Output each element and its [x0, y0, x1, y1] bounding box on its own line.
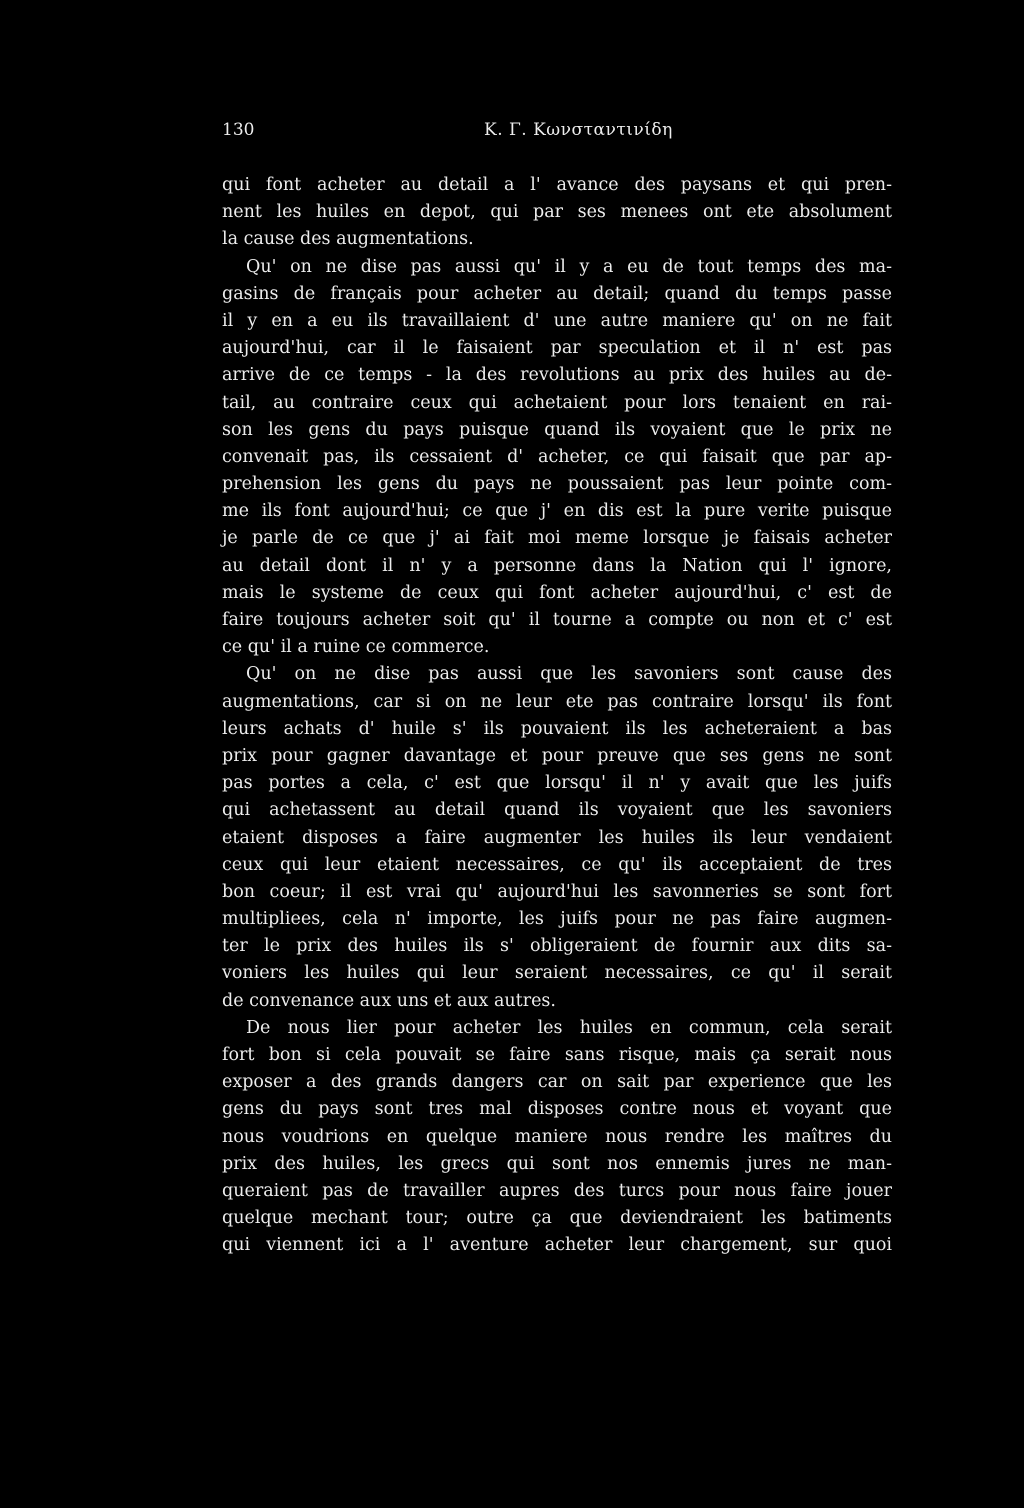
text-line: convenait pas, ils cessaient d' acheter, ce qui faisait que par ap- — [222, 446, 892, 467]
running-head: Κ. Γ. Κωνσταντινίδη — [484, 120, 673, 140]
text-line: au detail dont il n' y a personne dans la Nation qui l' ignore, — [222, 555, 892, 576]
text-line: qui viennent ici a l' aventure acheter leur chargement, sur quoi — [222, 1235, 892, 1256]
text-line: aujourd'hui, car il le faisaient par speculation et il n' est pas — [222, 338, 892, 359]
text-line: queraient pas de travailler aupres des turcs pour nous faire jouer — [222, 1180, 892, 1201]
text-line: il y en a eu ils travaillaient d' une autre maniere qu' on ne fait — [222, 310, 892, 331]
text-line: nous voudrions en quelque maniere nous rendre les maîtres du — [222, 1126, 892, 1147]
text-line: la cause des augmentations. — [222, 229, 474, 250]
text-line: arrive de ce temps - la des revolutions au prix des huiles au de- — [222, 365, 892, 386]
text-line: faire toujours acheter soit qu' il tourne a compte ou non et c' est — [222, 610, 892, 630]
body-text — [222, 172, 892, 1260]
text-line: nent les huiles en depot, qui par ses menees ont ete absolument — [222, 202, 892, 223]
text-line: mais le systeme de ceux qui font acheter aujourd'hui, c' est de — [222, 582, 892, 603]
text-line: augmentations, car si on ne leur ete pas contraire lorsqu' ils font — [222, 691, 892, 712]
text-line: quelque mechant tour; outre ça que deviendraient les batiments — [222, 1208, 892, 1229]
text-line: fort bon si cela pouvait se faire sans risque, mais ça serait nous — [222, 1045, 892, 1065]
text-line: ceux qui leur etaient necessaires, ce qu' ils acceptaient de tres — [222, 854, 892, 875]
text-line: ce qu' il a ruine ce commerce. — [222, 637, 490, 658]
text-line: Qu' on ne dise pas aussi qu' il y a eu de tout temps des ma- — [246, 256, 892, 277]
text-line: son les gens du pays puisque quand ils voyaient que le prix ne — [222, 419, 892, 440]
text-line: etaient disposes a faire augmenter les huiles ils leur vendaient — [222, 827, 892, 848]
text-line: je parle de ce que j' ai fait moi meme lorsque je faisais acheter — [222, 528, 892, 549]
text-line: leurs achats d' huile s' ils pouvaient ils les acheteraient a bas — [222, 718, 892, 739]
text-line: ter le prix des huiles ils s' obligeraient de fournir aux dits sa- — [222, 936, 892, 957]
text-line: multipliees, cela n' importe, les juifs pour ne pas faire augmen- — [222, 909, 892, 930]
text-line: prix pour gagner davantage et pour preuve que ses gens ne sont — [222, 745, 892, 766]
text-line: me ils font aujourd'hui; ce que j' en dis est la pure verite puisque — [222, 501, 892, 522]
text-line: tail, au contraire ceux qui achetaient pour lors tenaient en rai- — [222, 392, 892, 413]
text-line: pas portes a cela, c' est que lorsqu' il n' y avait que les juifs — [222, 773, 892, 794]
text-line: De nous lier pour acheter les huiles en commun, cela serait — [246, 1017, 892, 1038]
page-header — [222, 118, 892, 142]
text-line: voniers les huiles qui leur seraient necessaires, ce qu' il serait — [222, 963, 892, 984]
text-line: gens du pays sont tres mal disposes contre nous et voyant que — [222, 1099, 892, 1120]
text-line: prix des huiles, les grecs qui sont nos ennemis jures ne man- — [222, 1153, 892, 1174]
text-line: prehension les gens du pays ne poussaient pas leur pointe com- — [222, 474, 892, 495]
text-line: Qu' on ne dise pas aussi que les savoniers sont cause des — [246, 664, 892, 685]
page-number: 130 — [222, 120, 255, 140]
text-line: de convenance aux uns et aux autres. — [222, 990, 556, 1011]
text-line: gasins de français pour acheter au detail; quand du temps passe — [222, 283, 892, 304]
text-line: qui achetassent au detail quand ils voyaient que les savoniers — [222, 800, 892, 821]
text-line: bon coeur; il est vrai qu' aujourd'hui les savonneries se sont fort — [222, 881, 892, 902]
text-line: qui font acheter au detail a l' avance des paysans et qui pren- — [222, 175, 892, 195]
text-line: exposer a des grands dangers car on sait par experience que les — [222, 1072, 892, 1093]
